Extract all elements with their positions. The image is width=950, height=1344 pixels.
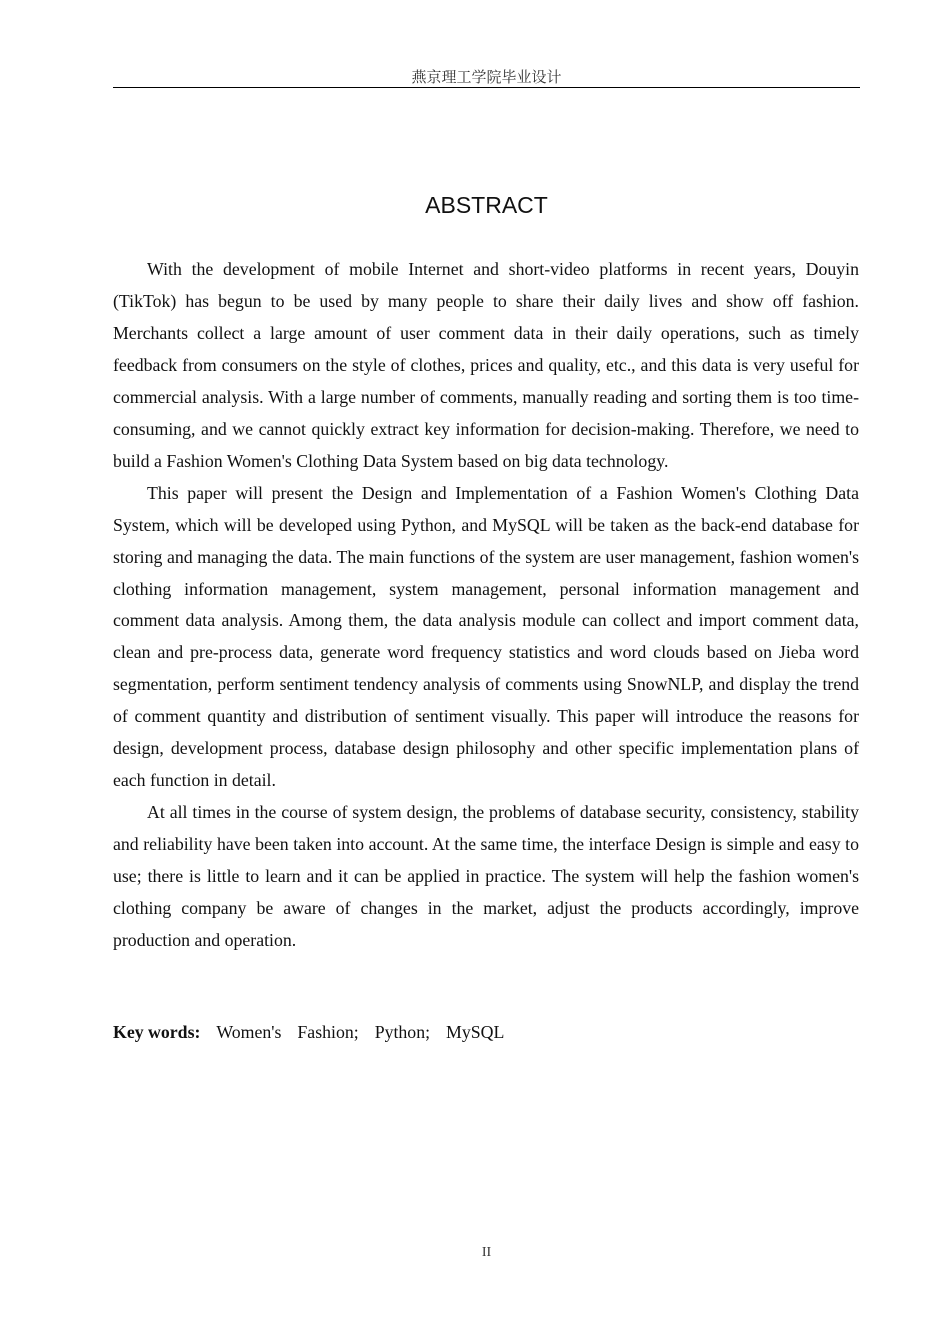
keywords-label: Key words: [113, 1022, 201, 1042]
abstract-body [113, 254, 859, 957]
abstract-paragraph-3: At all times in the course of system design, the problems of database security, consistency, stability and reliability have been taken into account. At the same time, the interface Design is simple and easy to use; there is little to learn and it can be applied in practice. The system will help the fashion women's clothing company be aware of changes in the market, adjust the products accordingly, improve production and operation. [113, 802, 859, 951]
keyword-item: MySQL [446, 1022, 505, 1042]
abstract-title: ABSTRACT [425, 192, 548, 218]
page-header: 燕京理工学院毕业设计 [113, 68, 860, 88]
keyword-item: Python; [374, 1022, 431, 1042]
keyword-item: Fashion; [297, 1022, 359, 1042]
abstract-paragraph-2: This paper will present the Design and Implementation of a Fashion Women's Clothing Data System, which will be developed using Python, and MySQL will be taken as the back-end database for storing and managing the data. The main functions of the system are user management, fashion women's clothing information management, system management, personal information management and comment data analysis. Among them, the data analysis module can collect and import comment data, clean and pre-process data, generate word frequency statistics and word clouds based on Jieba word segmentation, perform sentiment tendency analysis of comments using SnowNLP, and display the trend of comment quantity and distribution of sentiment visually. This paper will introduce the reasons for design, development process, database design philosophy and other specific implementation plans of each function in detail. [113, 482, 859, 791]
keywords-line [113, 1018, 859, 1046]
page-number: II [481, 1245, 492, 1260]
abstract-paragraph-1: With the development of mobile Internet and short-video platforms in recent years, Douyin (TikTok) has begun to be used by many people to share their daily lives and show off fashion. Merchants collect a large amount of user comment data in their daily operations, such as timely feedback from consumers on the style of clothes, prices and quality, etc., and this data is very useful for commercial analysis. With a large number of comments, manually reading and sorting them is too time-consuming, and we cannot quickly extract key information for decision-making. Therefore, we need to build a Fashion Women's Clothing Data System based on big data technology. [113, 259, 859, 471]
keyword-item: Women's [216, 1022, 282, 1042]
